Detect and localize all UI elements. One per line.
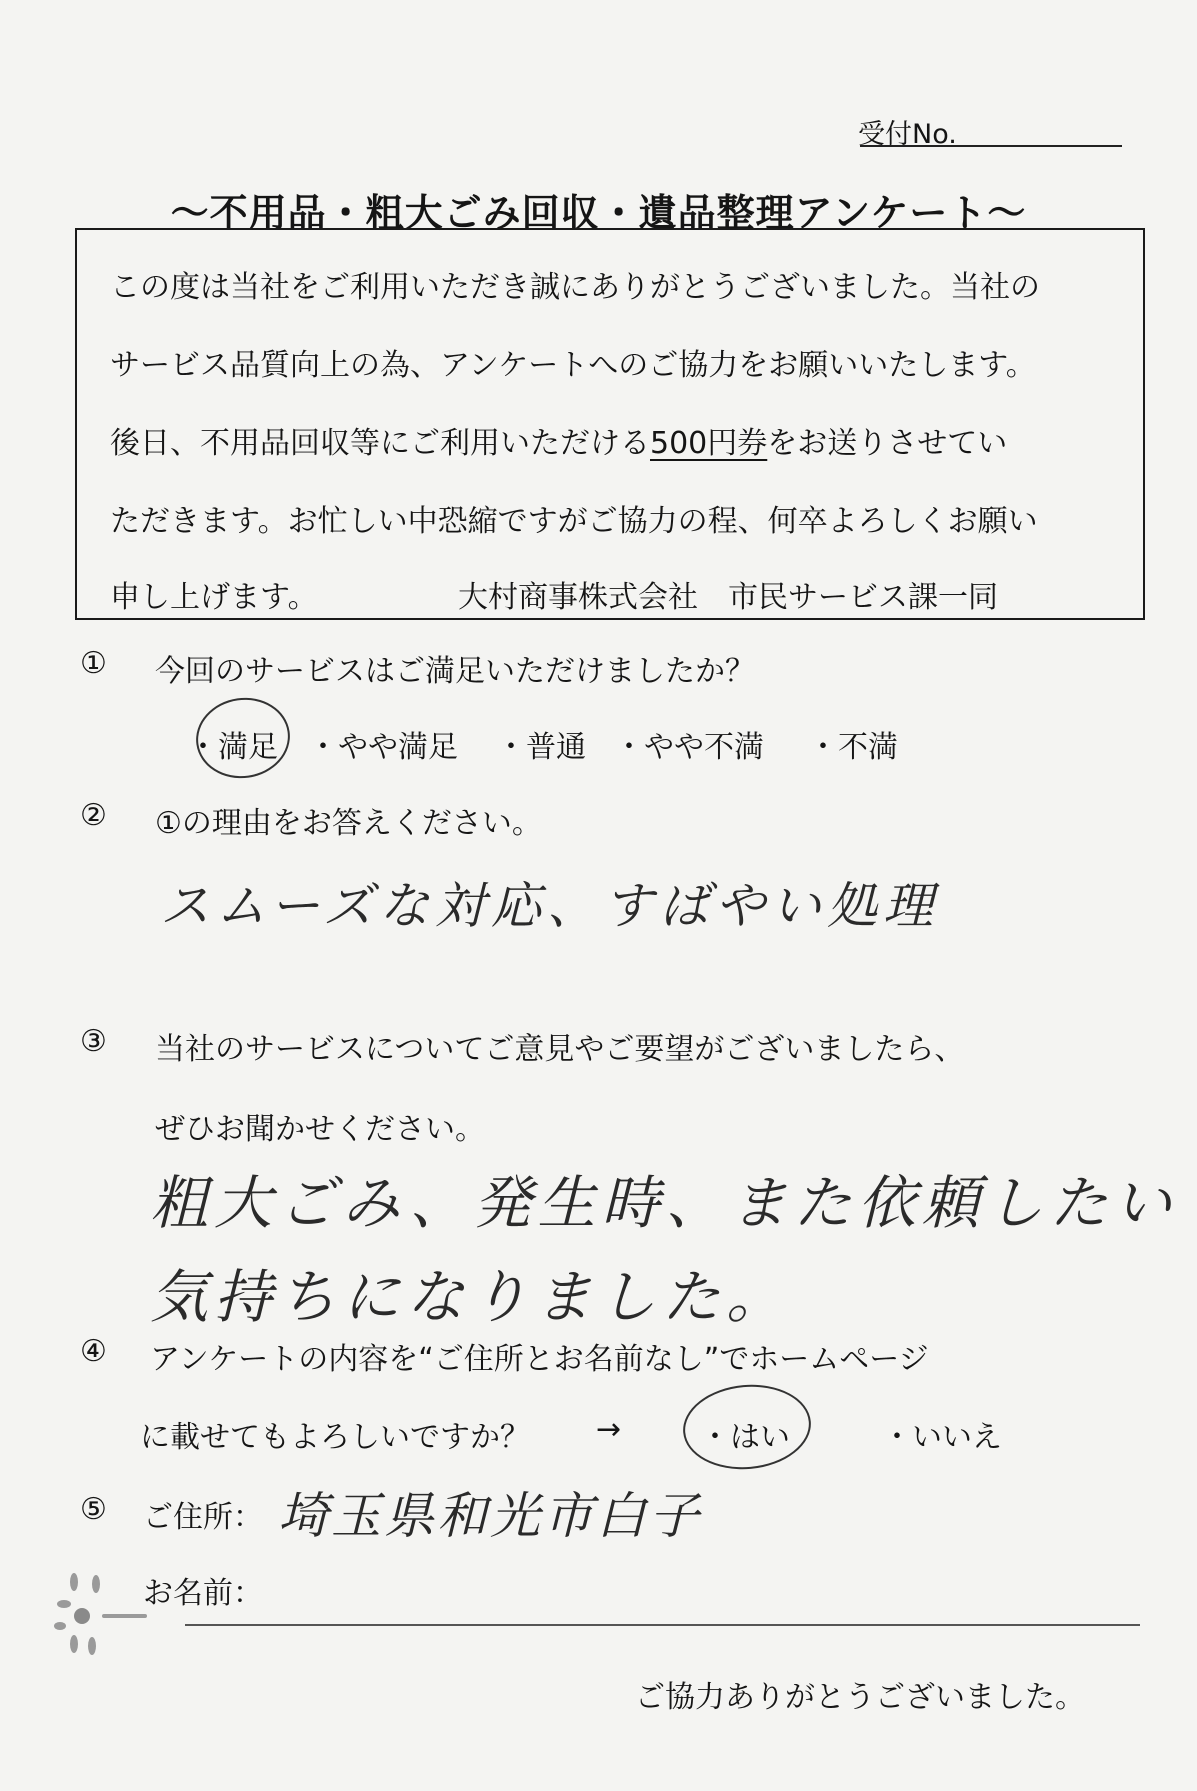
q3-text-line-1: 当社のサービスについてご意見やご要望がございましたら、 [155,1032,965,1067]
receipt-number-line [860,145,1122,147]
q4-selected-circle [680,1380,815,1475]
intro-line-1: この度は当社をご利用いただき誠にありがとうございました。当社の [110,270,1040,305]
q1-option-dissatisfied[interactable]: ・不満 [808,730,898,765]
q1-option-somewhat-dissatisfied[interactable]: ・やや不満 [614,730,764,765]
q3-number: ③ [80,1024,107,1059]
intro-line-2: サービス品質向上の為、アンケートへのご協力をお願いいたします。 [110,348,1036,383]
receipt-number-label: 受付No. [858,119,957,150]
page-title: ～不用品・粗大ごみ回収・遺品整理アンケート～ [170,191,1027,235]
address-field[interactable]: 埼玉県和光市白子 [278,1487,702,1545]
q1-option-neutral[interactable]: ・普通 [496,730,586,765]
q4-arrow: → [596,1412,622,1447]
address-label: ご住所： [143,1500,263,1535]
voucher-amount: 500円券 [650,426,768,461]
q4-text-line-1: アンケートの内容を“ご住所とお名前なし”でホームページ [150,1342,929,1377]
q1-option-somewhat-satisfied[interactable]: ・やや満足 [308,730,458,765]
flower-icon [52,1572,152,1662]
intro-line-3-text: 後日、不用品回収等にご利用いただける [110,426,650,461]
q3-answer-line-1[interactable]: 粗大ごみ、発生時、また依頼したい [150,1169,1178,1237]
q2-text: ①の理由をお答えください。 [155,806,542,841]
q1-option-satisfied[interactable]: ・満足 [188,730,278,765]
intro-line-3-tail: をお送りさせてい [767,426,1008,461]
q2-answer[interactable]: スムーズな対応、すばやい処理 [160,877,939,935]
q4-text-line-2: に載せてもよろしいですか？ [140,1420,530,1455]
q4-number: ④ [80,1334,107,1369]
name-field-line[interactable] [185,1624,1140,1626]
q1-number: ① [80,646,107,681]
closing-message: ご協力ありがとうございました。 [635,1680,1085,1715]
q1-text: 今回のサービスはご満足いただけましたか？ [155,654,755,689]
intro-line-3 [110,418,1007,462]
intro-line-5: 申し上げます。 [110,580,318,615]
q5-number: ⑤ [80,1492,107,1527]
q2-number: ② [80,798,107,833]
q4-option-no[interactable]: ・いいえ [882,1420,1002,1455]
q3-text-line-2: ぜひお聞かせください。 [155,1112,485,1147]
intro-line-4: ただきます。お忙しい中恐縮ですがご協力の程、何卒よろしくお願い [110,504,1038,539]
name-label: お名前： [143,1576,263,1611]
company-signature: 大村商事株式会社 市民サービス課一同 [458,580,998,615]
q3-answer-line-2[interactable]: 気持ちになりました。 [150,1263,791,1331]
q4-option-yes[interactable]: ・はい [700,1420,790,1455]
q1-selected-circle [191,692,295,784]
